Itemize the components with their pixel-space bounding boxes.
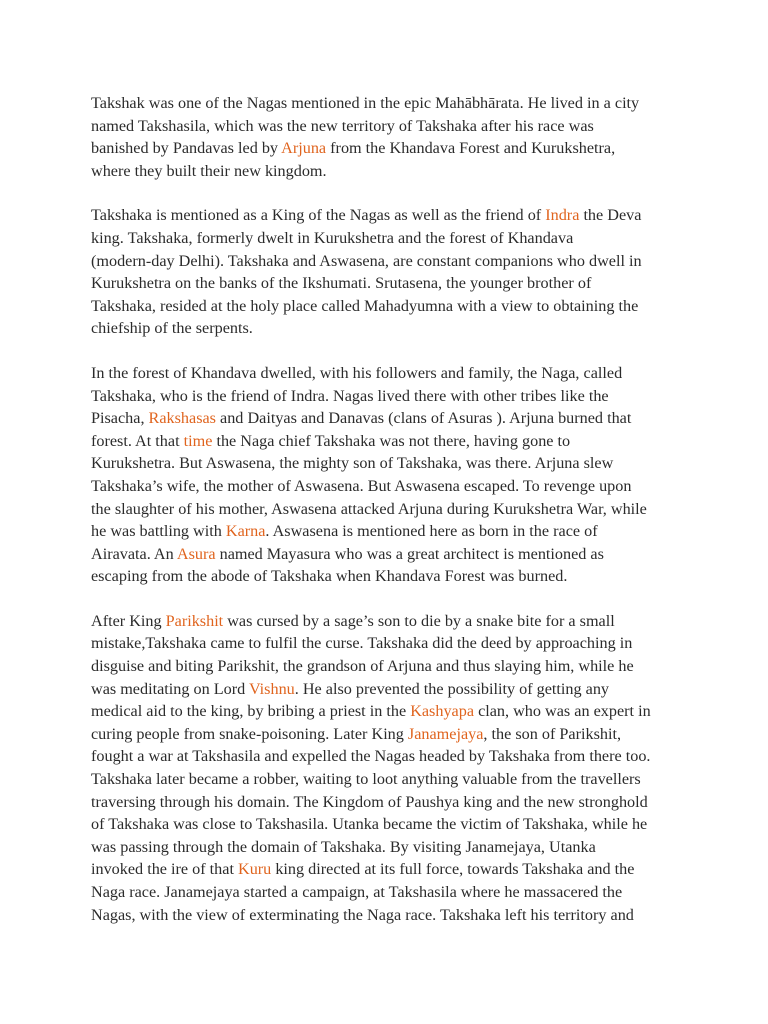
text-run: chiefship of the serpents.	[91, 319, 253, 338]
text-run: forest. At that	[91, 431, 184, 450]
text-line	[91, 430, 691, 453]
text-run: named Mayasura who was a great architect is mentioned as	[215, 544, 604, 563]
text-run: escaping from the abode of Takshaka when Khandava Forest was burned.	[91, 567, 568, 586]
text-run: fought a war at Takshasila and expelled the Nagas headed by Takshaka from there too.	[91, 747, 651, 766]
text-line	[91, 723, 691, 746]
text-line	[91, 543, 691, 566]
text-run: was cursed by a sage’s son to die by a snake bite for a small	[223, 611, 615, 630]
inline-link[interactable]: Rakshasas	[148, 409, 216, 428]
text-line	[91, 475, 691, 498]
text-line	[91, 813, 691, 836]
text-line	[91, 520, 691, 543]
text-line	[91, 610, 691, 633]
text-line	[91, 92, 691, 115]
inline-link[interactable]: Kashyapa	[410, 702, 475, 721]
text-run: from the Khandava Forest and Kurukshetra,	[326, 139, 616, 158]
text-run: Takshaka is mentioned as a King of the Nagas as well as the friend of	[91, 206, 546, 225]
text-run: In the forest of Khandava dwelled, with his followers and family, the Naga, called	[91, 363, 623, 382]
text-run: After King	[91, 611, 166, 630]
text-line	[91, 295, 691, 318]
text-line	[91, 137, 691, 160]
text-line	[91, 700, 691, 723]
inline-link[interactable]: Karna	[225, 522, 266, 541]
text-line	[91, 362, 691, 385]
text-run: the Naga chief Takshaka was not there, having gone to	[212, 431, 571, 450]
text-run: disguise and biting Parikshit, the grandson of Arjuna and thus slaying him, while he	[91, 657, 634, 676]
inline-link[interactable]: Asura	[176, 544, 216, 563]
text-run: Nagas, with the view of exterminating the Naga race. Takshaka left his territory and	[91, 905, 634, 924]
text-line	[91, 407, 691, 430]
text-line	[91, 160, 691, 183]
text-line	[91, 498, 691, 521]
text-run: banished by Pandavas led by	[91, 139, 282, 158]
text-run: Naga race. Janamejaya started a campaign, at Takshasila where he massacered the	[91, 883, 623, 901]
text-line	[91, 204, 691, 227]
text-line	[91, 272, 691, 295]
text-run: . He also prevented the possibility of getting any	[294, 679, 610, 698]
text-run: Takshaka later became a robber, waiting to loot anything valuable from the travellers	[91, 770, 641, 789]
text-line	[91, 632, 691, 655]
text-run: (modern-day Delhi). Takshaka and Aswasena, are constant companions who dwell in	[91, 251, 642, 270]
text-run: named Takshasila, which was the new territory of Takshaka after his race was	[91, 116, 594, 135]
paragraph	[91, 92, 691, 182]
text-line	[91, 745, 691, 768]
text-run: and Daityas and Danavas (clans of Asuras ). Arjuna burned that	[215, 409, 632, 428]
inline-link[interactable]: Vishnu	[248, 679, 295, 698]
text-run: curing people from snake-poisoning. Later King	[91, 724, 408, 743]
text-run: clan, who was an expert in	[474, 702, 651, 721]
text-line	[91, 768, 691, 791]
text-run: Kurukshetra. But Aswasena, the mighty son of Takshaka, was there. Arjuna slew	[91, 454, 614, 473]
text-line	[91, 250, 691, 273]
inline-link[interactable]: Indra	[545, 206, 580, 225]
text-run: Takshaka’s wife, the mother of Aswasena. But Aswasena escaped. To revenge upon	[91, 476, 632, 495]
paragraph	[91, 204, 691, 340]
inline-link[interactable]: time	[183, 431, 213, 450]
inline-link[interactable]: Parikshit	[165, 611, 224, 630]
text-line	[91, 317, 691, 340]
text-run: Takshak was one of the Nagas mentioned in the epic Mahābhārata. He lived in a city	[91, 94, 640, 112]
article-body	[91, 92, 691, 948]
text-run: the Deva	[579, 206, 642, 225]
text-run: was passing through the domain of Takshaka. By visiting Janamejaya, Utanka	[91, 837, 596, 856]
text-run: . Aswasena is mentioned here as born in the race of	[265, 522, 598, 541]
inline-link[interactable]: Kuru	[238, 860, 272, 879]
text-line	[91, 904, 691, 927]
text-run: Takshaka, who is the friend of Indra. Nagas lived there with other tribes like the	[91, 386, 609, 405]
paragraph	[91, 610, 691, 926]
text-run: king. Takshaka, formerly dwelt in Kurukshetra and the forest of Khandava	[91, 228, 574, 247]
text-line	[91, 858, 691, 881]
text-run: where they built their new kingdom.	[91, 161, 327, 180]
text-run: was meditating on Lord	[91, 679, 249, 698]
text-line	[91, 115, 691, 138]
text-run: medical aid to the king, by bribing a priest in the	[91, 702, 411, 721]
text-run: the slaughter of his mother, Aswasena attacked Arjuna during Kurukshetra War, while	[91, 499, 647, 518]
inline-link[interactable]: Arjuna	[281, 139, 327, 158]
text-line	[91, 452, 691, 475]
text-line	[91, 836, 691, 859]
text-run: Kurukshetra on the banks of the Ikshumati. Srutasena, the younger brother of	[91, 274, 592, 293]
inline-link[interactable]: Janamejaya	[407, 724, 484, 743]
text-run: traversing through his domain. The Kingdom of Paushya king and the new stronghold	[91, 792, 648, 811]
text-line	[91, 881, 691, 904]
text-line	[91, 565, 691, 588]
text-run: mistake,Takshaka came to fulfil the curse. Takshaka did the deed by approaching in	[91, 634, 633, 653]
text-run: he was battling with	[91, 522, 226, 541]
text-run: of Takshaka was close to Takshasila. Utanka became the victim of Takshaka, while he	[91, 815, 648, 834]
text-run: Pisacha,	[91, 409, 149, 428]
text-line	[91, 227, 691, 250]
text-run: invoked the ire of that	[91, 860, 238, 879]
text-run: Airavata. An	[91, 544, 177, 563]
text-line	[91, 385, 691, 408]
text-line	[91, 678, 691, 701]
text-line	[91, 791, 691, 814]
text-run: Takshaka, resided at the holy place called Mahadyumna with a view to obtaining the	[91, 296, 639, 315]
text-run: , the son of Parikshit,	[483, 724, 622, 743]
text-run: king directed at its full force, towards Takshaka and the	[271, 860, 635, 879]
text-line	[91, 655, 691, 678]
paragraph	[91, 362, 691, 588]
